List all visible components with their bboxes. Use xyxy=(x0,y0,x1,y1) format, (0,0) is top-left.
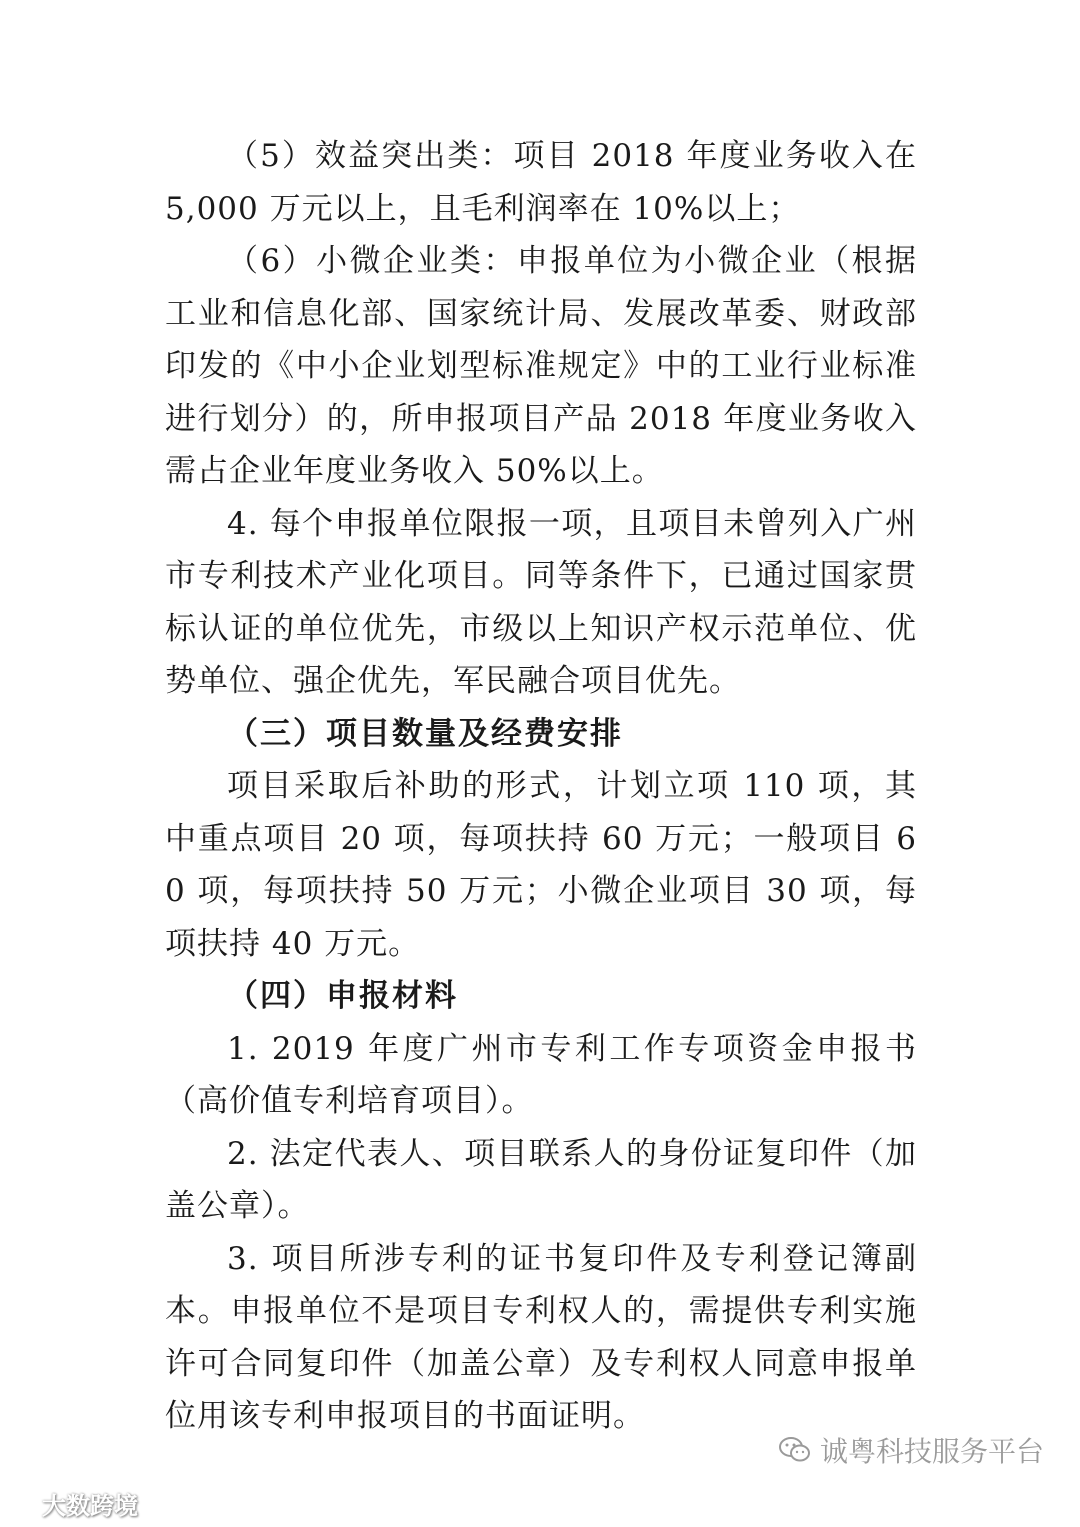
section-heading-quantity-funding: （三）项目数量及经费安排 xyxy=(227,715,623,752)
source-watermark-text: 诚粤科技服务平台 xyxy=(819,1435,1044,1468)
wechat-icon xyxy=(778,1435,812,1465)
materials-item-2: 2. 法定代表人、项目联系人的身份证复印件（加盖公章）。 xyxy=(165,1135,917,1224)
paragraph-application-limit: 4. 每个申报单位限报一项，且项目未曾列入广州市专利技术产业化项目。同等条件下，已通过国家贯标认证的单位优先，市级以上知识产权示范单位、优势单位、强企优先，军民融合项目优先。 xyxy=(165,505,917,699)
document-page xyxy=(165,130,917,1443)
corner-watermark xyxy=(4,1486,138,1521)
paragraph-quantity-funding: 项目采取后补助的形式，计划立项 110 项，其中重点项目 20 项，每项扶持 60 万元；一般项目 60 项，每项扶持 50 万元；小微企业项目 30 项，每项扶持 40 万元。 xyxy=(165,768,917,962)
corner-watermark-text: 大数跨境 xyxy=(42,1492,138,1520)
materials-item-3: 3. 项目所涉专利的证书复印件及专利登记簿副本。申报单位不是项目专利权人的，需提供专利实施许可合同复印件（加盖公章）及专利权人同意申报单位用该专利申报项目的书面证明。 xyxy=(165,1240,917,1434)
materials-item-1: 1. 2019 年度广州市专利工作专项资金申报书（高价值专利培育项目）。 xyxy=(165,1030,917,1119)
section-heading-materials: （四）申报材料 xyxy=(227,978,458,1014)
paragraph-benefit-category: （5）效益突出类：项目 2018 年度业务收入在 5,000 万元以上，且毛利润率在 10%以上； xyxy=(165,138,917,227)
link-logo-icon xyxy=(4,1492,38,1516)
paragraph-small-micro-category: （6）小微企业类：申报单位为小微企业（根据工业和信息化部、国家统计局、发展改革委、财政部印发的《中小企业划型标准规定》中的工业行业标准进行划分）的，所申报项目产品 2018 年度业务收入需占企业年度业务收入 50%以上。 xyxy=(165,243,917,489)
source-watermark xyxy=(778,1430,1044,1470)
